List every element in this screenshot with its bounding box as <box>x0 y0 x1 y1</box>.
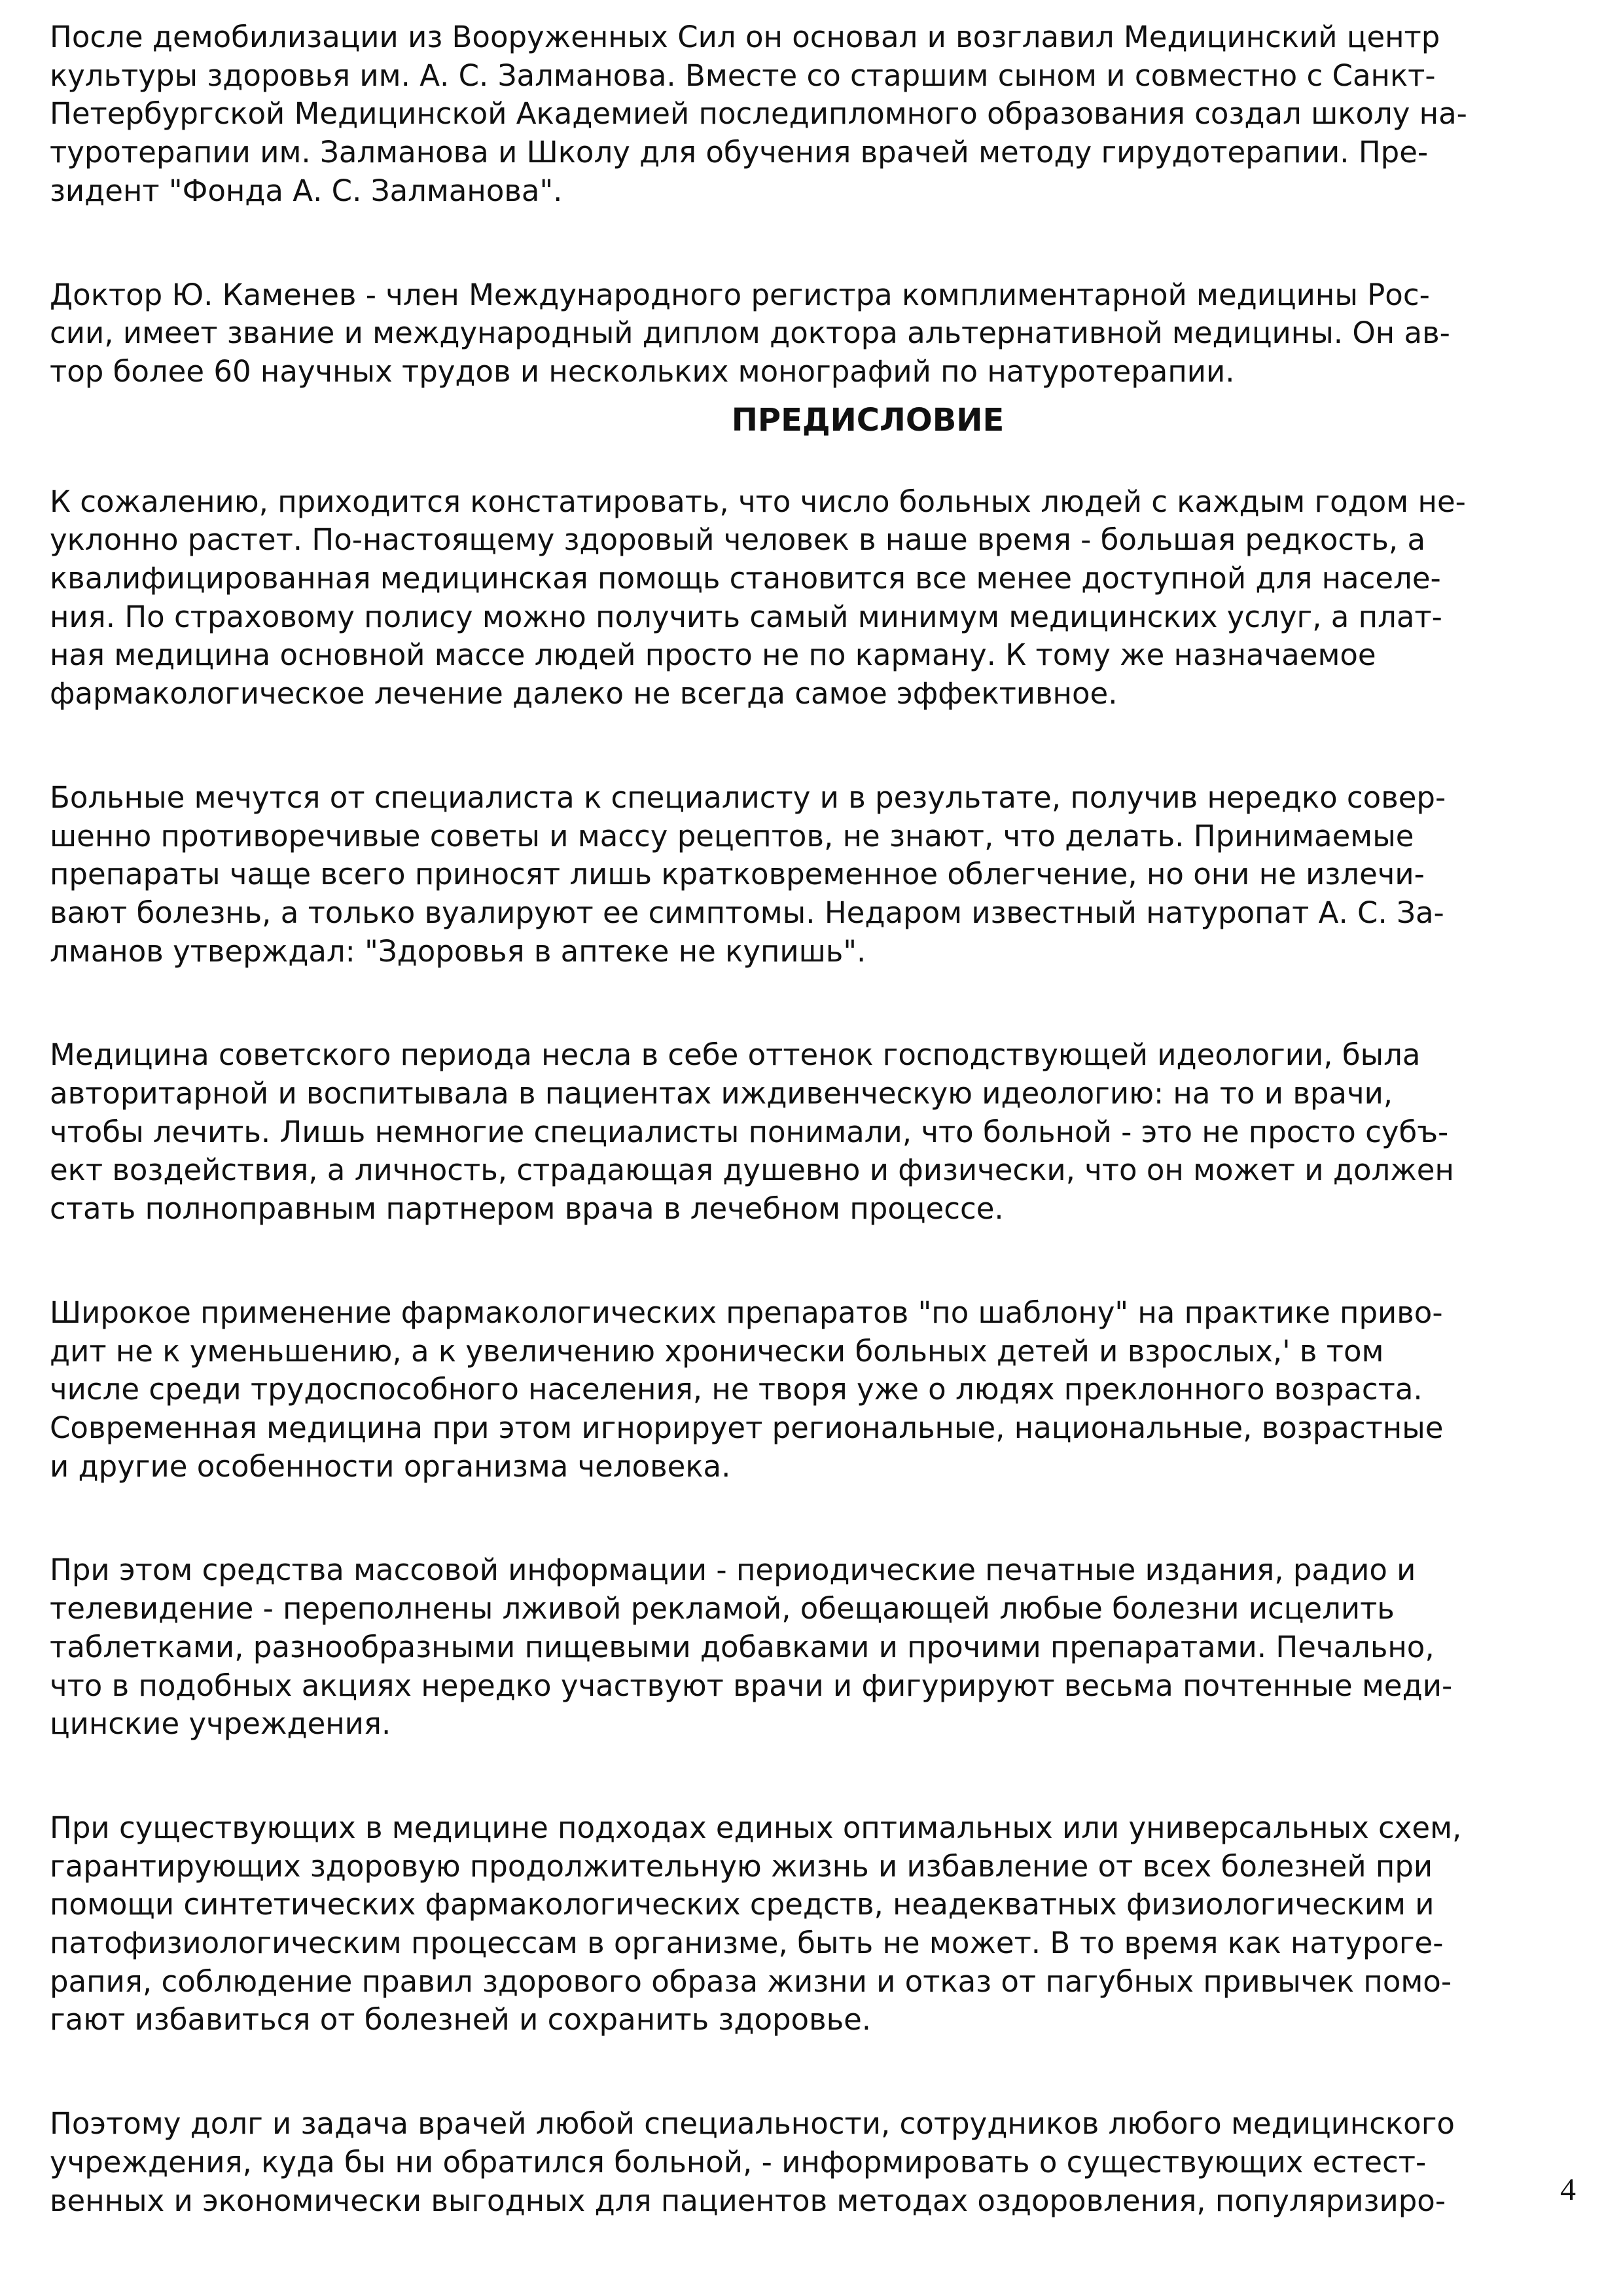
text-line: зидент "Фонда А. С. Залманова". <box>50 173 563 208</box>
text-line: шенно противоречивые советы и массу рецептов, не знают, что делать. Принимаемые <box>50 818 1414 853</box>
text-line: сии, имеет звание и международный диплом доктора альтернативной медицины. Он ав- <box>50 315 1450 351</box>
page-number: 4 <box>1560 2172 1576 2207</box>
bio-paragraph-1 <box>50 18 1575 211</box>
text-line: К сожалению, приходится констатировать, что число больных людей с каждым годом не- <box>50 484 1466 519</box>
text-line: помощи синтетических фармакологических средств, неадекватных физиологическим и <box>50 1887 1435 1922</box>
text-line: рапия, соблюдение правил здорового образа жизни и отказ от пагубных привычек помо- <box>50 1964 1452 1999</box>
text-line: что в подобных акциях нередко участвуют врачи и фигурируют весьма почтенные меди- <box>50 1668 1453 1703</box>
section-heading: ПРЕДИСЛОВИЕ <box>731 401 1005 439</box>
text-line: стать полноправным партнером врача в лечебном процессе. <box>50 1191 1004 1227</box>
text-line: фармакологическое лечение далеко не всегда самое эффективное. <box>50 676 1118 711</box>
bio-paragraph-2 <box>50 276 1575 391</box>
text-line: препараты чаще всего приносят лишь кратковременное облегчение, но они не излечи- <box>50 857 1425 892</box>
text-line: ния. По страховому полису можно получить самый минимум медицинских услуг, а плат- <box>50 599 1442 634</box>
text-line: учреждения, куда бы ни обратился больной, - информировать о существующих естест- <box>50 2144 1427 2179</box>
text-line: лманов утверждал: "Здоровья в аптеке не купишь". <box>50 933 866 969</box>
text-line: дит не к уменьшению, а к увеличению хронически больных детей и взрослых,' в том <box>50 1333 1384 1369</box>
text-line: гают избавиться от болезней и сохранить здоровье. <box>50 2002 872 2037</box>
preface-paragraph-4 <box>50 1294 1575 1486</box>
text-line: После демобилизации из Вооруженных Сил он основал и возглавил Медицинский центр <box>50 20 1440 54</box>
preface-paragraph-2 <box>50 779 1575 971</box>
preface-paragraph-6 <box>50 1809 1575 2039</box>
text-line: Больные мечутся от специалиста к специалисту и в результате, получив нередко совер- <box>50 780 1446 815</box>
text-line: таблетками, разнообразными пищевыми добавками и прочими препаратами. Печально, <box>50 1629 1435 1664</box>
preface-paragraph-7 <box>50 2105 1575 2220</box>
text-line: числе среди трудоспособного населения, не творя уже о людях преклонного возраста. <box>50 1372 1423 1407</box>
text-line: Современная медицина при этом игнорирует региональные, национальные, возрастные <box>50 1410 1444 1445</box>
text-line: патофизиологическим процессам в организме, быть не может. В то время как натуроге- <box>50 1926 1444 1961</box>
text-line: тор более 60 научных трудов и нескольких монографий по натуротерапии. <box>50 353 1235 389</box>
document-page <box>50 18 1575 2220</box>
text-line: гарантирующих здоровую продолжительную жизнь и избавление от всех болезней при <box>50 1848 1433 1884</box>
text-line: телевидение - переполнены лживой рекламой, обещающей любые болезни исцелить <box>50 1591 1395 1626</box>
text-line: культуры здоровья им. А. С. Залманова. Вместе со старшим сыном и совместно с Санкт- <box>50 58 1436 93</box>
text-line: Медицина советского периода несла в себе оттенок господствующей идеологии, была <box>50 1037 1421 1073</box>
text-line: При этом средства массовой информации - периодические печатные издания, радио и <box>50 1552 1416 1588</box>
text-line: Доктор Ю. Каменев - член Международного регистра комплиментарной медицины Рос- <box>50 277 1430 312</box>
text-line: чтобы лечить. Лишь немногие специалисты понимали, что больной - это не просто субъ- <box>50 1114 1449 1149</box>
text-line: Петербургской Медицинской Академией последипломного образования создал школу на- <box>50 96 1467 132</box>
text-line: венных и экономически выгодных для пациентов методах оздоровления, популяризиро- <box>50 2183 1446 2218</box>
preface-paragraph-3 <box>50 1036 1575 1229</box>
text-line: При существующих в медицине подходах единых оптимальных или универсальных схем, <box>50 1810 1462 1845</box>
text-line: авторитарной и воспитывала в пациентах иждивенческую идеологию: на то и врачи, <box>50 1076 1393 1111</box>
preface-paragraph-1 <box>50 483 1575 713</box>
text-line: и другие особенности организма человека. <box>50 1448 731 1484</box>
preface-paragraph-5 <box>50 1551 1575 1744</box>
text-line: ная медицина основной массе людей просто не по карману. К тому же назначаемое <box>50 637 1376 673</box>
text-line: вают болезнь, а только вуалируют ее симптомы. Недаром известный натуропат А. С. За- <box>50 895 1444 930</box>
text-line: цинские учреждения. <box>50 1706 391 1742</box>
text-line: квалифицированная медицинская помощь становится все менее доступной для населе- <box>50 561 1441 596</box>
text-line: ект воздействия, а личность, страдающая душевно и физически, что он может и должен <box>50 1153 1454 1188</box>
text-line: Широкое применение фармакологических препаратов "по шаблону" на практике приво- <box>50 1295 1443 1330</box>
text-line: уклонно растет. По-настоящему здоровый человек в наше время - большая редкость, а <box>50 522 1426 558</box>
text-line: Поэтому долг и задача врачей любой специальности, сотрудников любого медицинского <box>50 2106 1455 2142</box>
text-line: туротерапии им. Залманова и Школу для обучения врачей методу гирудотерапии. Пре- <box>50 135 1429 170</box>
